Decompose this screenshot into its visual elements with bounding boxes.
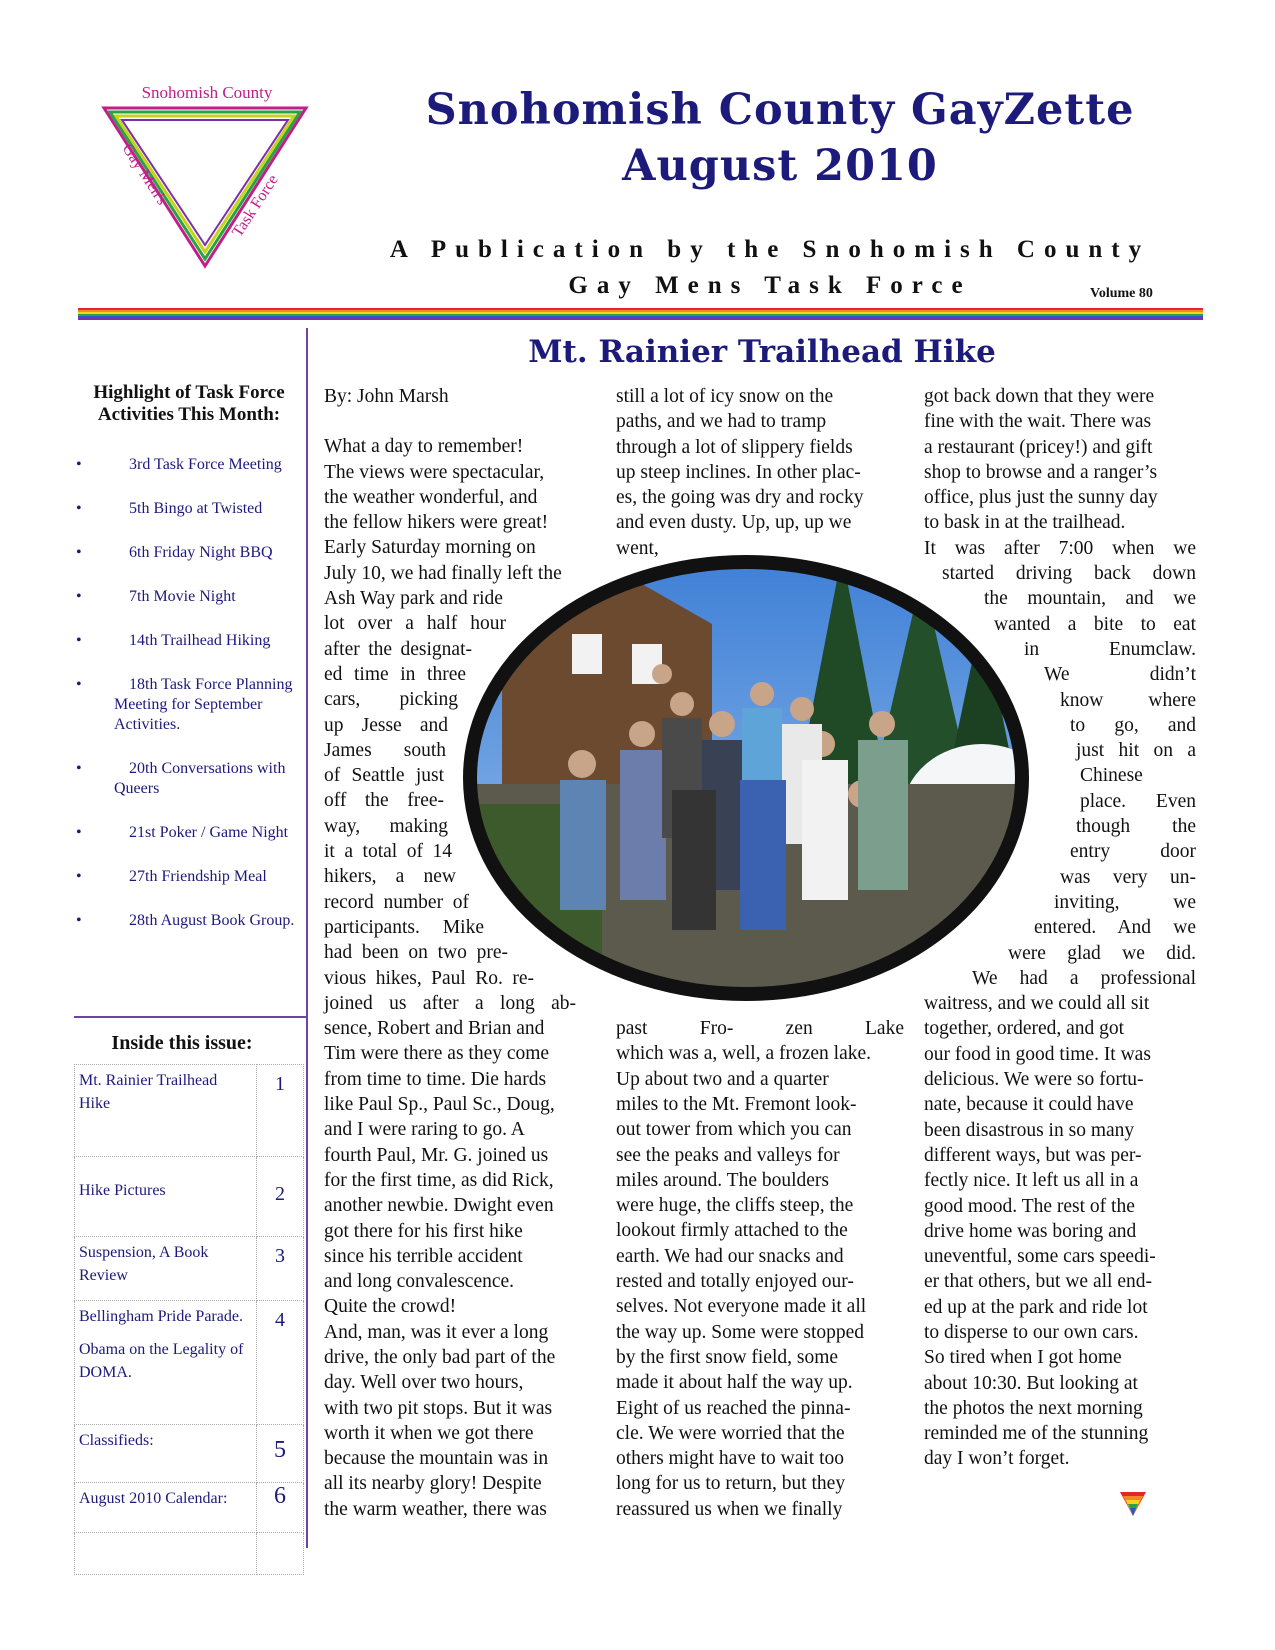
article-text-line: uneventful, some cars speedi- bbox=[924, 1246, 1156, 1268]
article-text-line: because the mountain was in bbox=[324, 1448, 549, 1470]
article-text-line: So tired when I got home bbox=[924, 1347, 1122, 1369]
activity-item: • 3rd Task Force Meeting bbox=[74, 455, 306, 475]
article-text-line: the mountain, and we bbox=[984, 588, 1196, 610]
article-text-line: and I were raring to go. A bbox=[324, 1119, 525, 1141]
newsletter-title bbox=[340, 82, 1220, 194]
article-text-line: participants. Mike bbox=[324, 916, 484, 938]
toc-row[interactable] bbox=[75, 1425, 304, 1483]
article-text-line: lookout firmly attached to the bbox=[616, 1220, 848, 1242]
article-text-line: What a day to remember! bbox=[324, 436, 524, 458]
article-text-line: miles around. The boulders bbox=[616, 1169, 830, 1191]
article-text-line: good mood. The rest of the bbox=[924, 1195, 1135, 1217]
sidebar-divider bbox=[306, 328, 308, 1548]
activities-list bbox=[74, 455, 306, 955]
article-text-line: from time to time. Die hards bbox=[324, 1068, 547, 1090]
toc-page: 5 bbox=[257, 1425, 304, 1483]
article-text-line: day I won’t forget. bbox=[924, 1448, 1070, 1470]
article-byline: By: John Marsh bbox=[324, 386, 449, 407]
article-text-line: inviting, we bbox=[1054, 891, 1196, 913]
article-text-line: to disperse to our own cars. bbox=[924, 1321, 1139, 1343]
article-text-line: had been on two pre- bbox=[324, 942, 508, 964]
article-text-line: ed time in three bbox=[324, 663, 466, 685]
toc-row bbox=[75, 1533, 304, 1575]
article-text-line: cars, picking bbox=[324, 689, 458, 711]
activity-item: • 18th Task Force Planning Meeting for September Activities. bbox=[74, 675, 306, 735]
article-text-line: all its nearby glory! Despite bbox=[324, 1473, 542, 1495]
article-text-line: rested and totally enjoyed our- bbox=[616, 1271, 854, 1293]
toc-title[interactable]: Classifieds: bbox=[75, 1425, 257, 1483]
article-text-line: long for us to return, but they bbox=[616, 1473, 846, 1495]
article-text-line: the fellow hikers were great! bbox=[324, 512, 549, 534]
article-text-line: Ash Way park and ride bbox=[324, 588, 503, 610]
article-text-line: the warm weather, there was bbox=[324, 1498, 547, 1520]
article-text-line: drive home was boring and bbox=[924, 1220, 1137, 1242]
article-text-line: er that others, but we all end- bbox=[924, 1271, 1152, 1293]
article-text-line: place. Even bbox=[1080, 790, 1196, 812]
article-text-line: still a lot of icy snow on the bbox=[616, 386, 834, 407]
article-text-line: up Jesse and bbox=[324, 714, 448, 736]
toc-title[interactable]: Hike Pictures bbox=[75, 1157, 257, 1237]
article-text-line: drive, the only bad part of the bbox=[324, 1346, 556, 1368]
toc-title-group[interactable] bbox=[75, 1301, 257, 1425]
toc-row[interactable] bbox=[75, 1065, 304, 1157]
hikers-group-photo bbox=[462, 554, 1030, 1002]
article-text-line: The views were spectacular, bbox=[324, 461, 545, 483]
article-text-line: office, plus just the sunny day bbox=[924, 487, 1158, 509]
article-text-line: past Fro- zen Lake bbox=[616, 1018, 904, 1040]
article-text-line: Tim were there as they come bbox=[324, 1043, 550, 1065]
article-text-line: by the first snow field, some bbox=[616, 1346, 839, 1368]
article-text-line: out tower from which you can bbox=[616, 1119, 852, 1141]
subtitle-line-2: Gay Mens Task Force bbox=[568, 272, 972, 299]
article-text-line: sence, Robert and Brian and bbox=[324, 1018, 545, 1040]
article-text-line: hikers, a new bbox=[324, 866, 456, 888]
article-text-line: Early Saturday morning on bbox=[324, 537, 536, 559]
logo-left-text: Gay Men's bbox=[118, 140, 171, 209]
article-text-line: July 10, we had finally left the bbox=[324, 562, 562, 584]
toc-title[interactable]: Obama on the Legality of DOMA. bbox=[79, 1341, 244, 1381]
article-text-line: worth it when we got there bbox=[324, 1422, 534, 1444]
article-text-line: nate, because it could have bbox=[924, 1094, 1134, 1116]
article-text-line: though the bbox=[1076, 816, 1196, 838]
article-text-line: miles to the Mt. Fremont look- bbox=[616, 1093, 857, 1115]
article-text-line: earth. We had our snacks and bbox=[616, 1245, 844, 1267]
article-text-line: lot over a half hour bbox=[324, 613, 506, 635]
inside-issue-heading: Inside this issue: bbox=[111, 1032, 253, 1054]
article-title: Mt. Rainier Trailhead Hike bbox=[528, 334, 996, 370]
article-text-line: paths, and we had to tramp bbox=[616, 411, 827, 433]
article-text-line: joined us after a long ab- bbox=[324, 992, 576, 1014]
article-text-line: Quite the crowd! bbox=[324, 1296, 457, 1318]
article-text-line: the way up. Some were stopped bbox=[616, 1321, 865, 1343]
article-text-line: for the first time, as did Rick, bbox=[324, 1169, 554, 1191]
article-text-line: in Enumclaw. bbox=[1024, 638, 1196, 660]
inside-issue-divider bbox=[74, 1016, 308, 1018]
article-text-line: a restaurant (pricey!) and gift bbox=[924, 436, 1153, 458]
article-text-line: waitress, and we could all sit bbox=[924, 993, 1150, 1015]
article-text-line: after the designat- bbox=[324, 638, 472, 660]
activity-item: • 27th Friendship Meal bbox=[74, 867, 306, 887]
toc-row[interactable] bbox=[75, 1301, 304, 1425]
article-text-line: Up about two and a quarter bbox=[616, 1068, 829, 1090]
article-text-line: see the peaks and valleys for bbox=[616, 1144, 840, 1166]
article-text-line: and long convalescence. bbox=[324, 1271, 515, 1293]
toc-page: 3 bbox=[257, 1237, 304, 1301]
article-text-line: James south bbox=[324, 739, 446, 761]
article-text-line: shop to browse and a ranger’s bbox=[924, 461, 1158, 483]
toc-title[interactable]: Bellingham Pride Parade. bbox=[79, 1308, 243, 1325]
activity-item: • 14th Trailhead Hiking bbox=[74, 631, 306, 651]
toc-title[interactable]: Suspension, A Book Review bbox=[75, 1237, 257, 1301]
toc-empty-cell bbox=[75, 1533, 257, 1575]
toc-page: 6 bbox=[257, 1483, 304, 1533]
article-text-line: went, bbox=[616, 537, 659, 559]
highlights-heading: Highlight of Task Force Activities This Month: bbox=[93, 382, 285, 425]
article-text-line: and even dusty. Up, up, up we bbox=[616, 512, 852, 534]
article-text-line: fine with the wait. There was bbox=[924, 411, 1152, 433]
article-text-line: which was a, well, a frozen lake. bbox=[616, 1043, 872, 1065]
activity-item: • 28th August Book Group. bbox=[74, 911, 306, 931]
article-text-line: different ways, but was per- bbox=[924, 1144, 1142, 1166]
article-text-line: our food in good time. It was bbox=[924, 1043, 1151, 1065]
article-text-line: up steep inclines. In other plac- bbox=[616, 461, 861, 483]
article-text-line: know where bbox=[1060, 689, 1196, 711]
article-text-line: es, the going was dry and rocky bbox=[616, 487, 864, 509]
article-text-line: fourth Paul, Mr. G. joined us bbox=[324, 1144, 549, 1166]
article-text-line: reassured us when we finally bbox=[616, 1498, 843, 1520]
article-text-line: cle. We were worried that the bbox=[616, 1422, 845, 1444]
article-text-line: just hit on a bbox=[1076, 740, 1196, 762]
article-text-line: another newbie. Dwight even bbox=[324, 1195, 554, 1217]
task-force-logo bbox=[100, 78, 310, 278]
newsletter-subtitle bbox=[370, 232, 1170, 304]
article-text-line: it a total of 14 bbox=[324, 841, 452, 863]
toc-title[interactable]: Mt. Rainier Trailhead Hike bbox=[75, 1065, 257, 1157]
article-text-line: like Paul Sp., Paul Sc., Doug, bbox=[324, 1094, 555, 1116]
article-text-line: wanted a bite to eat bbox=[994, 613, 1196, 635]
article-text-line: way, making bbox=[324, 815, 448, 837]
title-line-2: August 2010 bbox=[622, 141, 938, 191]
article-text-line: Eight of us reached the pinna- bbox=[616, 1397, 851, 1419]
toc-page: 2 bbox=[257, 1157, 304, 1237]
article-text-line: the photos the next morning bbox=[924, 1397, 1143, 1419]
article-text-line: reminded me of the stunning bbox=[924, 1423, 1149, 1445]
subtitle-line-1: A Publication by the Snohomish County bbox=[389, 236, 1151, 263]
article-text-line: selves. Not everyone made it all bbox=[616, 1296, 867, 1318]
toc-row[interactable] bbox=[75, 1157, 304, 1237]
toc-row[interactable] bbox=[75, 1483, 304, 1533]
article-column-2-top bbox=[616, 384, 904, 561]
activity-item: • 5th Bingo at Twisted bbox=[74, 499, 306, 519]
article-text-line: with two pit stops. But it was bbox=[324, 1397, 553, 1419]
article-text-line: the weather wonderful, and bbox=[324, 486, 538, 508]
article-text-line: through a lot of slippery fields bbox=[616, 436, 853, 458]
article-text-line: others might have to wait too bbox=[616, 1448, 845, 1470]
article-text-line: made it about half the way up. bbox=[616, 1372, 853, 1394]
toc-title[interactable]: August 2010 Calendar: bbox=[75, 1483, 257, 1533]
article-text-line: were glad we did. bbox=[1008, 942, 1196, 964]
article-text-line: about 10:30. But looking at bbox=[924, 1372, 1138, 1394]
logo-right-text: Task Force bbox=[229, 171, 282, 241]
article-text-line: It was after 7:00 when we bbox=[924, 537, 1196, 559]
article-text-line: record number of bbox=[324, 891, 469, 913]
toc-page: 1 bbox=[257, 1065, 304, 1157]
activity-item: • 20th Conversations with Queers bbox=[74, 759, 306, 799]
activity-item: • 21st Poker / Game Night bbox=[74, 823, 306, 843]
rainbow-triangle-icon bbox=[1120, 1492, 1146, 1516]
article-text-line: ed up at the park and ride lot bbox=[924, 1296, 1148, 1318]
article-text-line: fectly nice. It left us all in a bbox=[924, 1170, 1139, 1192]
article-text-line: entry door bbox=[1070, 841, 1196, 863]
article-text-line: We had a professional bbox=[972, 967, 1196, 989]
article-text-line: together, ordered, and got bbox=[924, 1018, 1125, 1040]
toc-row[interactable] bbox=[75, 1237, 304, 1301]
article-text-line: entered. And we bbox=[1034, 917, 1196, 939]
article-text-line: We didn’t bbox=[1044, 664, 1196, 686]
activity-item: • 7th Movie Night bbox=[74, 587, 306, 607]
article-column-2-bottom bbox=[616, 1016, 904, 1522]
toc-page: 4 bbox=[257, 1301, 304, 1425]
article-text-line: to bask in at the trailhead. bbox=[924, 512, 1126, 534]
article-text-line: to go, and bbox=[1070, 714, 1196, 736]
article-text-line: started driving back down bbox=[942, 563, 1196, 585]
article-text-line: delicious. We were so fortu- bbox=[924, 1069, 1144, 1091]
article-text-line: since his terrible accident bbox=[324, 1245, 523, 1267]
article-text-line: got back down that they were bbox=[924, 386, 1155, 407]
article-text-line: of Seattle just bbox=[324, 765, 444, 787]
article-text-line: vious hikes, Paul Ro. re- bbox=[324, 967, 534, 989]
article-text-line: off the free- bbox=[324, 790, 444, 812]
rainbow-divider bbox=[78, 308, 1203, 322]
article-text-line: And, man, was it ever a long bbox=[324, 1321, 549, 1343]
logo-top-text: Snohomish County bbox=[141, 83, 273, 102]
article-text-line: day. Well over two hours, bbox=[324, 1372, 524, 1394]
volume-label: Volume 80 bbox=[1090, 286, 1153, 301]
article-text-line: been disastrous in so many bbox=[924, 1119, 1135, 1141]
table-of-contents bbox=[74, 1064, 304, 1575]
article-text-line: were huge, the cliffs steep, the bbox=[616, 1195, 854, 1217]
title-line-1: Snohomish County GayZette bbox=[425, 85, 1135, 135]
toc-empty-cell bbox=[257, 1533, 304, 1575]
activity-item: • 6th Friday Night BBQ bbox=[74, 543, 306, 563]
article-text-line: Chinese bbox=[1080, 765, 1143, 787]
article-text-line: got there for his first hike bbox=[324, 1220, 523, 1242]
article-text-line: was very un- bbox=[1060, 866, 1196, 888]
